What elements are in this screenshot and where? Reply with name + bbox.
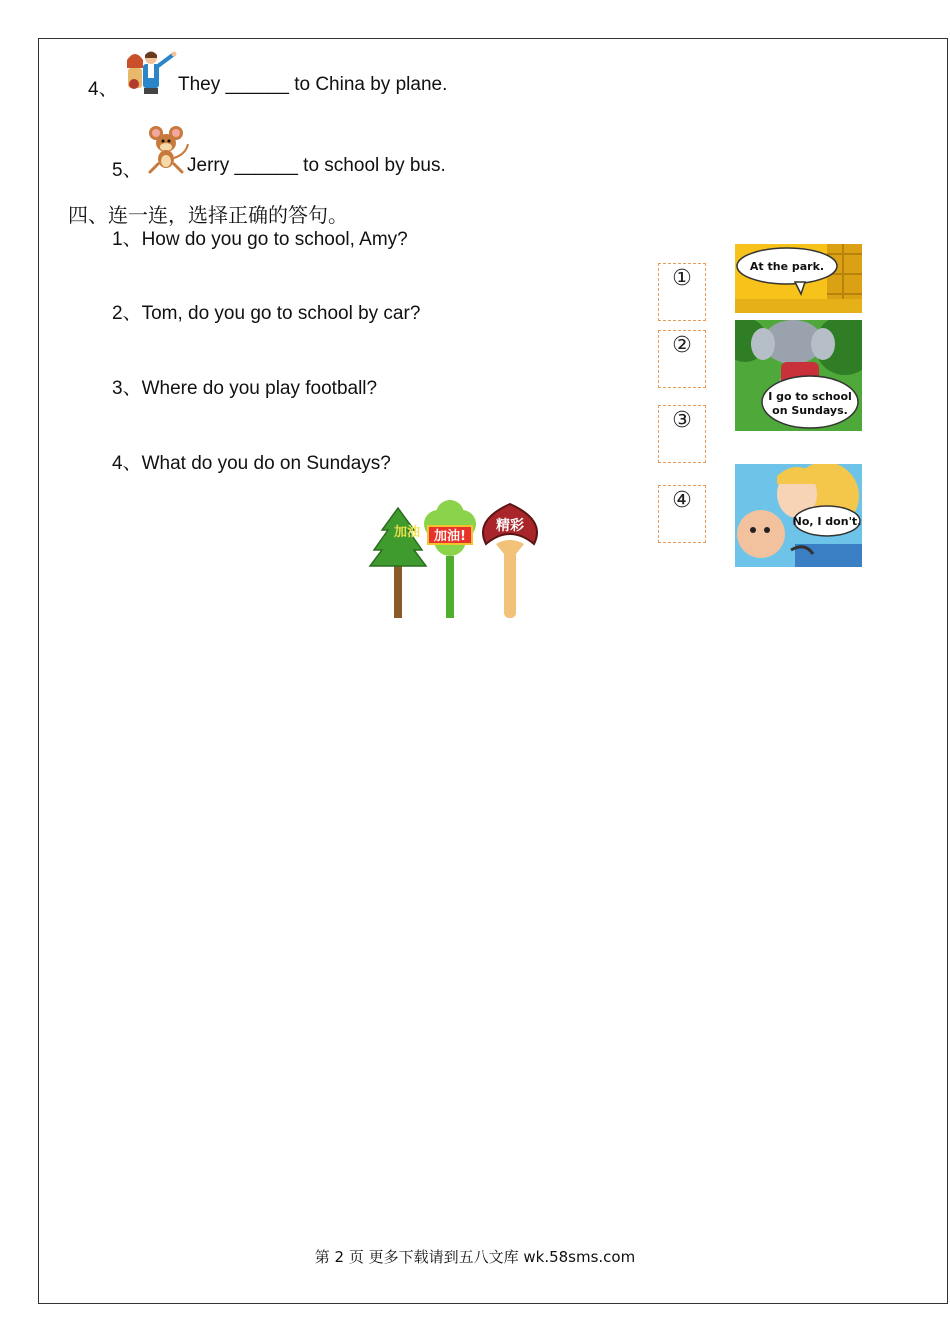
answer-slot-1[interactable]: ① (658, 263, 706, 321)
people-pointing-icon (122, 46, 178, 96)
sign-1-text: 加油 (394, 525, 421, 540)
question-1: 1、How do you go to school, Amy? (112, 229, 408, 250)
sign-3-text: 精彩 (496, 518, 524, 534)
jerry-mouse-icon (146, 124, 190, 174)
question-2: 2、Tom, do you go to school by car? (112, 303, 421, 324)
question-4: 4、What do you do on Sundays? (112, 453, 391, 474)
card-1-text: At the park. (749, 260, 825, 273)
item-5-sentence: Jerry ______ to school by bus. (187, 155, 446, 176)
answer-slot-2[interactable]: ② (658, 330, 706, 388)
sign-2-text: 加油! (434, 529, 466, 544)
answer-slot-4[interactable]: ④ (658, 485, 706, 543)
page-footer: 第 2 页 更多下载请到五八文库 wk.58sms.com (314, 1248, 636, 1266)
answer-card-sundays (735, 320, 862, 431)
card-3-text: No, I don't. (792, 515, 862, 528)
card-2-text-line-2: on Sundays. (772, 404, 848, 417)
answer-card-park (735, 244, 862, 313)
item-4-number: 4、 (88, 79, 118, 100)
answer-card-no (735, 464, 862, 567)
item-5-number: 5、 (112, 160, 142, 181)
card-2-text-line-1: I go to school (768, 390, 852, 403)
item-4-sentence: They ______ to China by plane. (178, 74, 448, 95)
answer-slot-3[interactable]: ③ (658, 405, 706, 463)
section-four-heading: 四、连一连，选择正确的答句。 (68, 203, 348, 227)
cheer-signs-image (368, 500, 553, 622)
question-3: 3、Where do you play football? (112, 378, 378, 399)
